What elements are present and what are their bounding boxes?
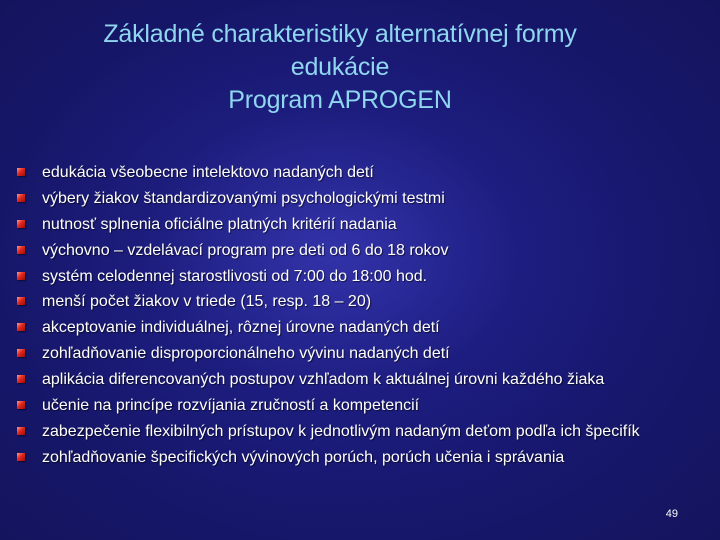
square-bullet-icon	[17, 453, 25, 461]
square-bullet-icon	[17, 168, 25, 176]
bullet-text: menší počet žiakov v triede (15, resp. 18 – 20)	[42, 293, 372, 311]
bullet-text: zabezpečenie flexibilných prístupov k jednotlivým nadaným deťom podľa ich špecifík	[42, 422, 640, 440]
square-bullet-icon	[17, 323, 25, 331]
bullet-item	[17, 289, 640, 315]
bullet-text: zohľadňovanie špecifických vývinových porúch, porúch učenia i správania	[42, 448, 565, 466]
square-bullet-icon	[17, 297, 25, 305]
bullet-item	[17, 367, 640, 393]
bullet-item	[17, 186, 640, 212]
bullet-item	[17, 160, 640, 186]
bullet-item	[17, 393, 640, 419]
bullet-text: edukácia všeobecne intelektovo nadaných detí	[42, 164, 374, 181]
bullet-text: akceptovanie individuálnej, rôznej úrovne nadaných detí	[42, 319, 440, 337]
title-line-3: Program APROGEN	[228, 86, 452, 114]
bullet-text: učenie na princípe rozvíjania zručností a kompetencií	[42, 397, 420, 415]
title-line-1: Základné charakteristiky alternatívnej formy	[103, 20, 577, 48]
bullet-text: zohľadňovanie disproporcionálneho vývinu nadaných detí	[42, 345, 450, 363]
bullet-item	[17, 264, 640, 290]
title-line-2: edukácie	[290, 53, 390, 81]
bullet-text: výchovno – vzdelávací program pre deti od 6 do 18 rokov	[42, 241, 449, 259]
bullet-item	[17, 445, 640, 471]
square-bullet-icon	[17, 220, 25, 228]
page-number: 49	[665, 508, 678, 520]
bullet-text: systém celodennej starostlivosti od 7:00 do 18:00 hod.	[42, 267, 428, 285]
bullet-item	[17, 315, 640, 341]
bullet-text: výbery žiakov štandardizovanými psychologickými testmi	[42, 189, 445, 207]
bullet-item	[17, 419, 640, 445]
square-bullet-icon	[17, 272, 25, 280]
bullet-item	[17, 212, 640, 238]
slide-title	[40, 18, 640, 117]
square-bullet-icon	[17, 194, 25, 202]
bullet-item	[17, 238, 640, 264]
bullet-item	[17, 341, 640, 367]
square-bullet-icon	[17, 246, 25, 254]
square-bullet-icon	[17, 427, 25, 435]
square-bullet-icon	[17, 375, 25, 383]
square-bullet-icon	[17, 349, 25, 357]
bullet-text: nutnosť splnenia oficiálne platných kritérií nadania	[42, 215, 397, 233]
bullet-text: aplikácia diferencovaných postupov vzhľadom k aktuálnej úrovni každého žiaka	[42, 371, 605, 389]
square-bullet-icon	[17, 401, 25, 409]
bullet-list	[17, 160, 640, 471]
